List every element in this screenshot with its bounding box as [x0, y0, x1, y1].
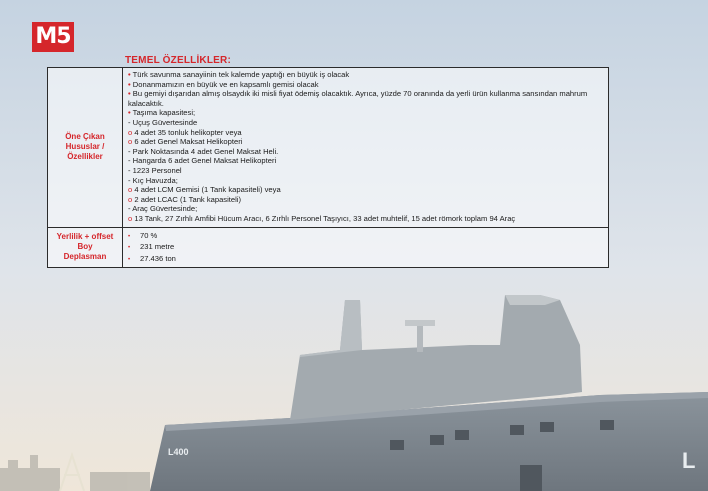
- list-item: [128, 185, 604, 195]
- spec-table: [47, 67, 609, 268]
- list-item-text: 6 adet Genel Maksat Helikopteri: [134, 137, 243, 147]
- list-item: [128, 108, 604, 118]
- bow-letter: L: [682, 448, 696, 473]
- list-item: [128, 156, 604, 166]
- row-label: Öne Çıkan Hususlar / Özellikler: [48, 68, 123, 228]
- list-item: [128, 242, 604, 254]
- sub-bullet-icon: o: [128, 137, 133, 147]
- section-heading: TEMEL ÖZELLİKLER:: [125, 55, 231, 66]
- list-item-text: 27.436 ton: [140, 253, 176, 263]
- list-item-text: - Araç Güvertesinde;: [128, 204, 198, 214]
- list-item-text: 70 %: [140, 230, 158, 240]
- list-item: [128, 147, 604, 157]
- list-item: [128, 89, 604, 108]
- list-item: [128, 214, 604, 224]
- table-row: [48, 227, 609, 268]
- table-row: [48, 68, 609, 228]
- list-item-text: - 1223 Personel: [128, 165, 182, 175]
- bullet-icon: •: [128, 70, 131, 79]
- bullet-icon: •: [128, 79, 131, 89]
- sub-bullet-icon: o: [128, 127, 133, 137]
- list-item-text: - Uçuş Güvertesinde: [128, 117, 198, 127]
- bullet-icon: •: [128, 256, 131, 263]
- sub-bullet-icon: o: [128, 194, 133, 204]
- list-item-text: Donanmamızın en büyük ve en kapsamlı gemisi olacak: [132, 79, 319, 89]
- list-item: [128, 254, 604, 266]
- bullet-icon: •: [128, 108, 131, 118]
- list-item: [128, 195, 604, 205]
- bullet-icon: •: [128, 245, 131, 252]
- list-item: [128, 118, 604, 128]
- list-item: [128, 166, 604, 176]
- list-item-text: 13 Tank, 27 Zırhlı Amfibi Hücum Aracı, 6 Zırhlı Personel Taşıyıcı, 33 adet muhtelif, 15 adet römork toplam 94 Araç: [134, 213, 516, 223]
- list-item: [128, 176, 604, 186]
- list-item: [128, 231, 604, 243]
- list-item-text: - Park Noktasında 4 adet Genel Maksat Heli.: [128, 146, 279, 156]
- list-item-text: - Kıç Havuzda;: [128, 175, 178, 185]
- list-item: [128, 204, 604, 214]
- list-item-text: 4 adet 35 tonluk helikopter veya: [134, 127, 242, 137]
- bullet-icon: •: [128, 89, 131, 99]
- list-item-text: - Hangarda 6 adet Genel Maksat Helikopteri: [128, 156, 277, 166]
- row-content: [123, 227, 609, 268]
- m5-logo: M5: [32, 22, 74, 52]
- list-item-text: Bu gemiyi dışarıdan almış olsaydık iki misli fiyat ödemiş olacaktık. Ayrıca, yüzde 70 oranında da yerli ürün kullanma sansından mahrum kalacaktık.: [128, 89, 588, 108]
- list-item-text: 4 adet LCM Gemisi (1 Tank kapasiteli) veya: [134, 185, 281, 195]
- list-item-text: 231 metre: [140, 242, 175, 252]
- list-item-text: 2 adet LCAC (1 Tank kapasiteli): [134, 194, 242, 204]
- row-content: [123, 68, 609, 228]
- list-item: [128, 128, 604, 138]
- list-item: [128, 70, 604, 80]
- sub-bullet-icon: o: [128, 213, 133, 223]
- list-item: [128, 80, 604, 90]
- sub-bullet-icon: o: [128, 185, 133, 195]
- list-item: [128, 137, 604, 147]
- list-item-text: Taşıma kapasitesi;: [132, 108, 196, 118]
- bullet-icon: •: [128, 233, 131, 240]
- row-label: Yerlilik + offset Boy Deplasman: [48, 227, 123, 268]
- hull-number: L400: [168, 447, 189, 457]
- list-item-text: Türk savunma sanayiinin tek kalemde yaptığı en büyük iş olacak: [132, 70, 350, 79]
